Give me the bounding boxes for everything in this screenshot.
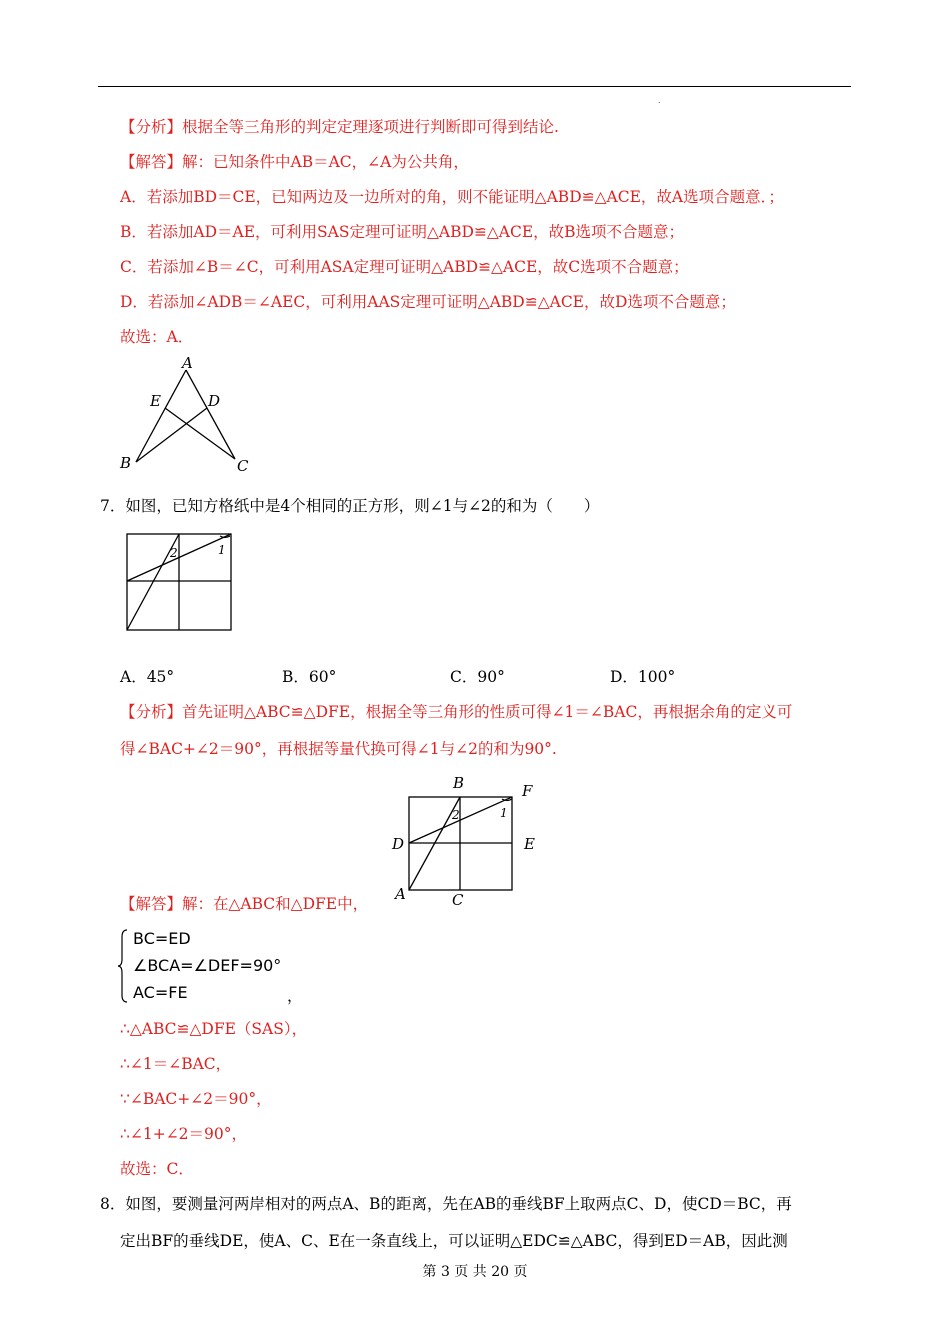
q7-analysis-tag: 【分析】 (120, 703, 183, 721)
q7-analysis-line2: 得∠BAC+∠2＝90°，再根据等量代换可得∠1与∠2的和为90°. (120, 740, 557, 758)
q7-angle-2: 2 (170, 546, 178, 560)
q7-labeled-grid-figure (390, 772, 540, 912)
q7-choose: 故选：C． (120, 1160, 194, 1178)
q6-label-b: B (120, 454, 132, 472)
q6-analysis (120, 116, 559, 138)
q6-analysis-text: 根据全等三角形的判定定理逐项进行判断即可得到结论. (182, 118, 559, 136)
header-mark: . (658, 96, 661, 105)
q6-option-d: D．若添加∠ADB＝∠AEC，可利用AAS定理可证明△ABD≌△ACE，故D选项不合题意； (120, 293, 736, 311)
q7-fig-angle-1: 1 (500, 806, 508, 820)
q6-answer-intro (120, 151, 469, 173)
q7-fig-label-a: A (395, 885, 406, 903)
q6-option-b: B．若添加AD＝AE，可利用SAS定理可证明△ABD≌△ACE，故B选项不合题意； (120, 223, 685, 241)
q7-step-4: ∴∠1+∠2＝90°， (120, 1125, 248, 1143)
equation-brace (118, 929, 128, 1003)
q6-label-a: A (182, 354, 193, 372)
q6-triangle-figure (110, 352, 260, 477)
q6-option-c: C．若添加∠B＝∠C，可利用ASA定理可证明△ABD≌△ACE，故C选项不合题意； (120, 258, 689, 276)
q6-label-c: C (237, 457, 249, 475)
q7-stem: 7．如图，已知方格纸中是4个相同的正方形，则∠1与∠2的和为（ ） (100, 497, 600, 515)
system-eq-1: BC=ED (133, 929, 191, 948)
header-rule (98, 86, 851, 87)
q7-fig-label-b: B (453, 774, 465, 792)
q6-label-e: E (150, 392, 161, 410)
system-end: ， (287, 987, 303, 1005)
q7-fig-label-c: C (452, 891, 464, 909)
page-footer: 第 3 页 共 20 页 (422, 1264, 528, 1280)
q7-choice-b: B．60° (282, 668, 337, 686)
q7-fig-label-e: E (524, 835, 535, 853)
q7-answer-text: 解：在△ABC和△DFE中， (182, 895, 369, 913)
q6-option-a: A．若添加BD＝CE，已知两边及一边所对的角，则不能证明△ABD≌△ACE，故A选项合题意．； (120, 188, 784, 206)
q7-choice-c: C．90° (450, 668, 505, 686)
q7-step-3: ∵∠BAC+∠2＝90°， (120, 1090, 272, 1108)
q6-analysis-tag: 【分析】 (120, 118, 183, 136)
q7-fig-label-d: D (392, 835, 405, 853)
q7-answer-intro (120, 893, 368, 915)
q6-choose: 故选：A． (120, 328, 194, 346)
q6-label-d: D (208, 392, 221, 410)
q7-step-2: ∴∠1＝∠BAC， (120, 1055, 232, 1073)
system-eq-2: ∠BCA=∠DEF=90° (133, 956, 282, 975)
q7-fig-angle-2: 2 (452, 808, 460, 822)
q7-grid-figure (126, 533, 232, 631)
q7-angle-1: 1 (218, 543, 226, 557)
q7-analysis-line1 (120, 701, 792, 723)
q7-choice-d: D．100° (610, 668, 676, 686)
system-eq-3: AC=FE (133, 983, 188, 1002)
q7-choice-a: A．45° (120, 668, 175, 686)
q8-line-2: 定出BF的垂线DE，使A、C、E在一条直线上，可以证明△EDC≌△ABC，得到ED＝AB，因此测 (120, 1232, 788, 1250)
q6-answer-text: 解：已知条件中AB＝AC，∠A为公共角， (182, 153, 469, 171)
q7-analysis-text1: 首先证明△ABC≌△DFE，根据全等三角形的性质可得∠1＝∠BAC，再根据余角的定义可 (182, 703, 793, 721)
q7-step-1: ∴△ABC≌△DFE（SAS）， (120, 1020, 308, 1038)
q7-answer-tag: 【解答】 (120, 895, 183, 913)
q8-line-1: 8．如图，要测量河两岸相对的两点A、B的距离，先在AB的垂线BF上取两点C、D，使CD＝BC，再 (100, 1195, 792, 1213)
q6-answer-tag: 【解答】 (120, 153, 183, 171)
q7-fig-label-f: F (522, 782, 533, 800)
